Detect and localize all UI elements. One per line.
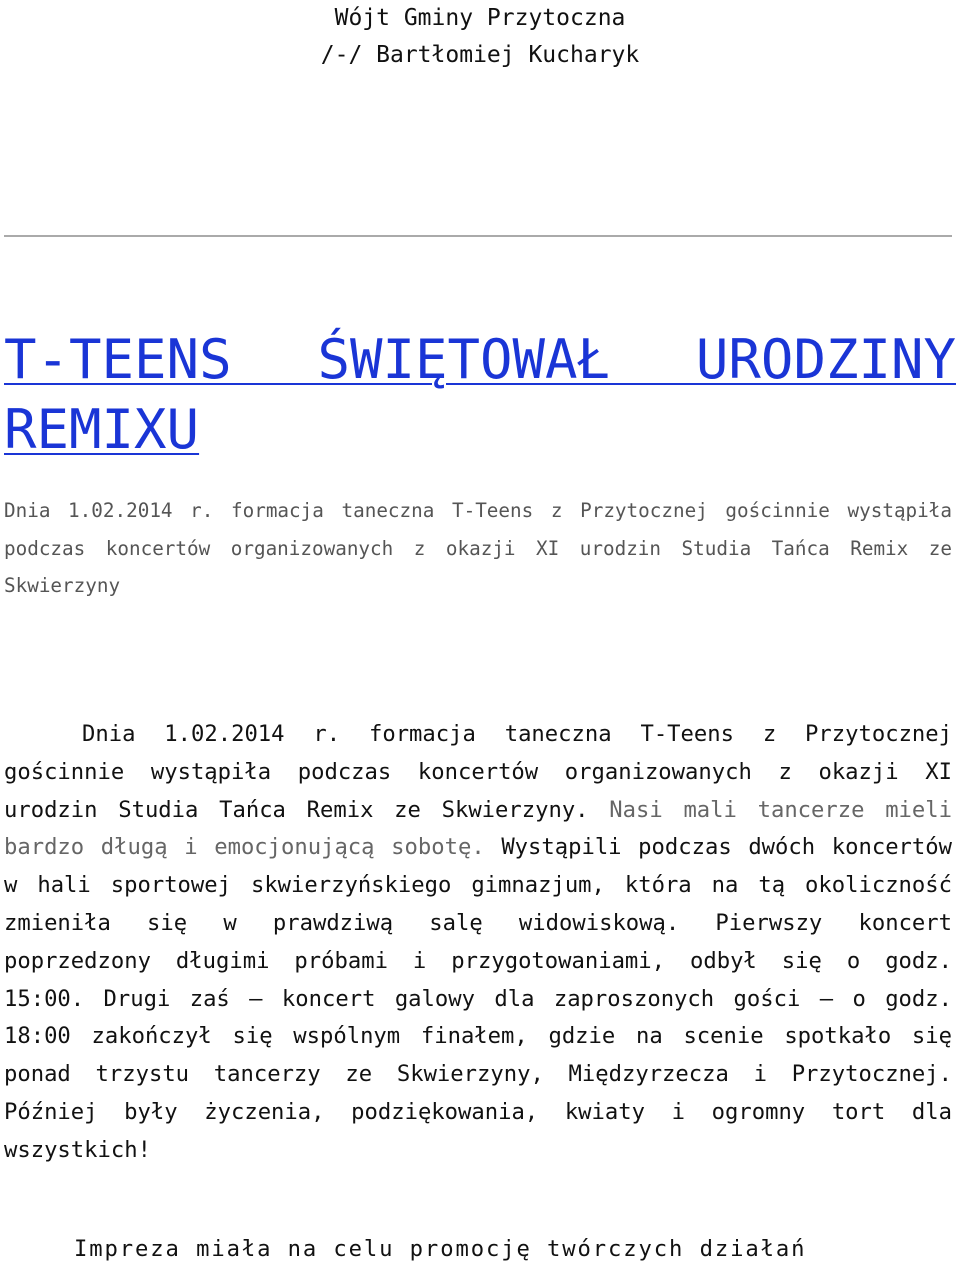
body-text-part2: Nasi mali tancerze mieli bardzo długą i emocjonującą sobotę.: [4, 796, 952, 861]
article-body: [4, 716, 952, 1170]
signature-title: Wójt Gminy Przytoczna: [334, 5, 626, 31]
article-body-continuation: Impreza miała na celu promocję twórczych działań: [74, 1236, 807, 1262]
signature-name: /-/ Bartłomiej Kucharyk: [320, 42, 640, 68]
body-text-part3: Wystąpili podczas dwóch koncertów w hali sportowej skwierzyńskiego gimnazjum, która na tą okoliczność zmieniła się w prawdziwą salę widowiskową. Pierwszy koncert poprzedzony długimi próbami i przygotowaniami, odbył się o godz. 15:00. Drugi zaś – koncert galowy dla zaproszonych gości – o godz. 18:00 zakończył się wspólnym finałem, gdzie na scenie spotkało się ponad trzystu tancerzy ze Skwierzyny, Międzyrzecza i Przytocznej. Później były życzenia, podziękowania, kwiaty i ogromny tort dla wszystkich!: [4, 834, 952, 1163]
signature-block: [0, 0, 960, 74]
article-excerpt: Dnia 1.02.2014 r. formacja taneczna T-Teens z Przytocznej gościnnie wystąpiła podczas koncertów organizowanych z okazji XI urodzin Studia Tańca Remix ze Skwierzyny: [4, 499, 952, 597]
section-divider: [4, 235, 952, 237]
body-text-part1: Dnia 1.02.2014 r. formacja taneczna T-Teens z Przytocznej gościnnie wystąpiła podczas koncertów organizowanych z okazji XI urodzin Studia Tańca Remix ze Skwierzyny.: [4, 721, 952, 823]
article-title-link[interactable]: T-TEENS ŚWIĘTOWAŁ URODZINY REMIXU: [4, 328, 956, 461]
